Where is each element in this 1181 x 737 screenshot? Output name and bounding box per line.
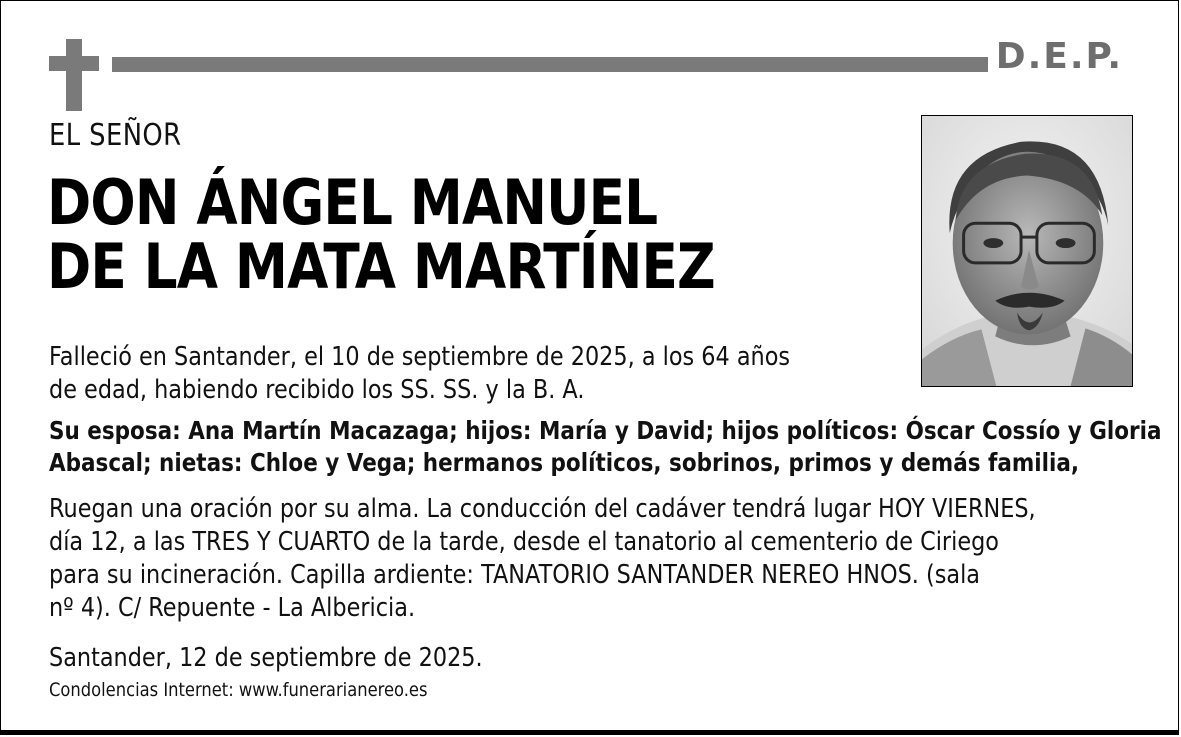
- latin-cross-icon: [49, 39, 99, 111]
- service-line: nº 4). C/ Repuente - La Albericia.: [49, 593, 416, 623]
- service-details: [49, 493, 1036, 625]
- intro-title: EL SEÑOR: [49, 118, 182, 153]
- name-line-2: DE LA MATA MARTÍNEZ: [47, 230, 715, 303]
- deceased-name: [47, 166, 715, 303]
- dep-label: D.E.P.: [995, 36, 1123, 77]
- family-list: [49, 415, 1162, 479]
- service-line: Ruegan una oración por su alma. La conducción del cadáver tendrá lugar HOY VIERNES,: [49, 494, 1036, 524]
- family-line: Su esposa: Ana Martín Macazaga; hijos: María y David; hijos políticos: Óscar Cossío y Gloria: [49, 416, 1162, 445]
- death-notice-line: de edad, habiendo recibido los SS. SS. y la B. A.: [49, 375, 585, 405]
- death-notice: [49, 341, 790, 407]
- place-date: Santander, 12 de septiembre de 2025.: [49, 643, 483, 673]
- portrait-photo: [921, 115, 1133, 387]
- name-line-1: DON ÁNGEL MANUEL: [47, 166, 658, 239]
- header-rule: [112, 57, 988, 72]
- condolences-link[interactable]: Condolencias Internet: www.funerarianereo.es: [49, 679, 428, 701]
- service-line: día 12, a las TRES Y CUARTO de la tarde, desde el tanatorio al cementerio de Ciriego: [49, 527, 999, 557]
- death-notice-line: Falleció en Santander, el 10 de septiembre de 2025, a los 64 años: [49, 342, 791, 372]
- family-line: Abascal; nietas: Chloe y Vega; hermanos políticos, sobrinos, primos y demás familia,: [49, 448, 1080, 477]
- service-line: para su incineración. Capilla ardiente: TANATORIO SANTANDER NEREO HNOS. (sala: [49, 560, 981, 590]
- portrait-icon: [922, 116, 1132, 386]
